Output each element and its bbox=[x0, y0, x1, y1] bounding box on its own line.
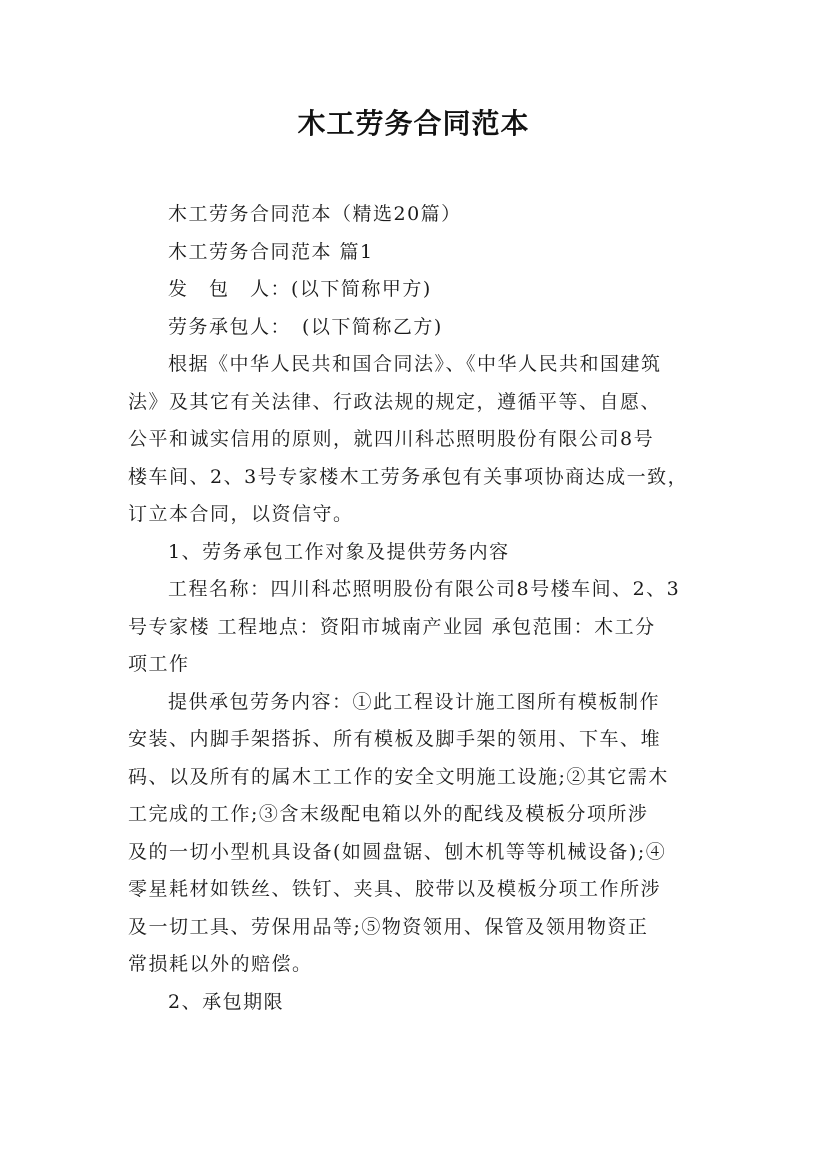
text-line: 公平和诚实信用的原则，就四川科芯照明股份有限公司8号 bbox=[128, 428, 655, 450]
text-line: 木工劳务合同范本 篇1 bbox=[168, 240, 374, 263]
text-line: 木工劳务合同范本（精选20篇） bbox=[168, 203, 462, 225]
text-line: 安装、内脚手架搭拆、所有模板及脚手架的领用、下车、堆 bbox=[128, 728, 662, 750]
text-line: 1、劳务承包工作对象及提供劳务内容 bbox=[168, 540, 510, 563]
document-body bbox=[128, 196, 706, 1021]
text-line: 楼车间、2、3号专家楼木工劳务承包有关事项协商达成一致， bbox=[128, 465, 689, 488]
text-line: 订立本合同，以资信守。 bbox=[128, 503, 354, 525]
text-line: 劳务承包人： (以下简称乙方) bbox=[168, 315, 443, 338]
text-line: 工完成的工作;③含末级配电箱以外的配线及模板分项所涉 bbox=[128, 803, 649, 825]
text-line: 法》及其它有关法律、行政法规的规定，遵循平等、自愿、 bbox=[128, 390, 662, 413]
text-line: 2、承包期限 bbox=[168, 990, 285, 1013]
text-line: 及一切工具、劳保用品等;⑤物资领用、保管及领用物资正 bbox=[128, 915, 649, 938]
text-line: 常损耗以外的赔偿。 bbox=[128, 953, 313, 975]
text-line: 号专家楼 工程地点：资阳市城南产业园 承包范围：木工分 bbox=[128, 615, 656, 638]
text-line: 码、以及所有的属木工工作的安全文明施工设施;②其它需木 bbox=[128, 765, 669, 788]
text-line: 工程名称：四川科芯照明股份有限公司8号楼车间、2、3 bbox=[168, 578, 681, 600]
text-line: 及的一切小型机具设备(如圆盘锯、刨木机等等机械设备);④ bbox=[128, 840, 667, 863]
document-title: 木工劳务合同范本 bbox=[297, 107, 530, 140]
text-line: 提供承包劳务内容：①此工程设计施工图所有模板制作 bbox=[168, 690, 661, 713]
text-line: 发 包 人：(以下简称甲方) bbox=[168, 278, 432, 300]
text-line: 零星耗材如铁丝、铁钉、夹具、胶带以及模板分项工作所涉 bbox=[128, 878, 662, 900]
text-line: 根据《中华人民共和国合同法》、《中华人民共和国建筑 bbox=[168, 353, 662, 375]
text-line: 项工作 bbox=[128, 653, 190, 675]
